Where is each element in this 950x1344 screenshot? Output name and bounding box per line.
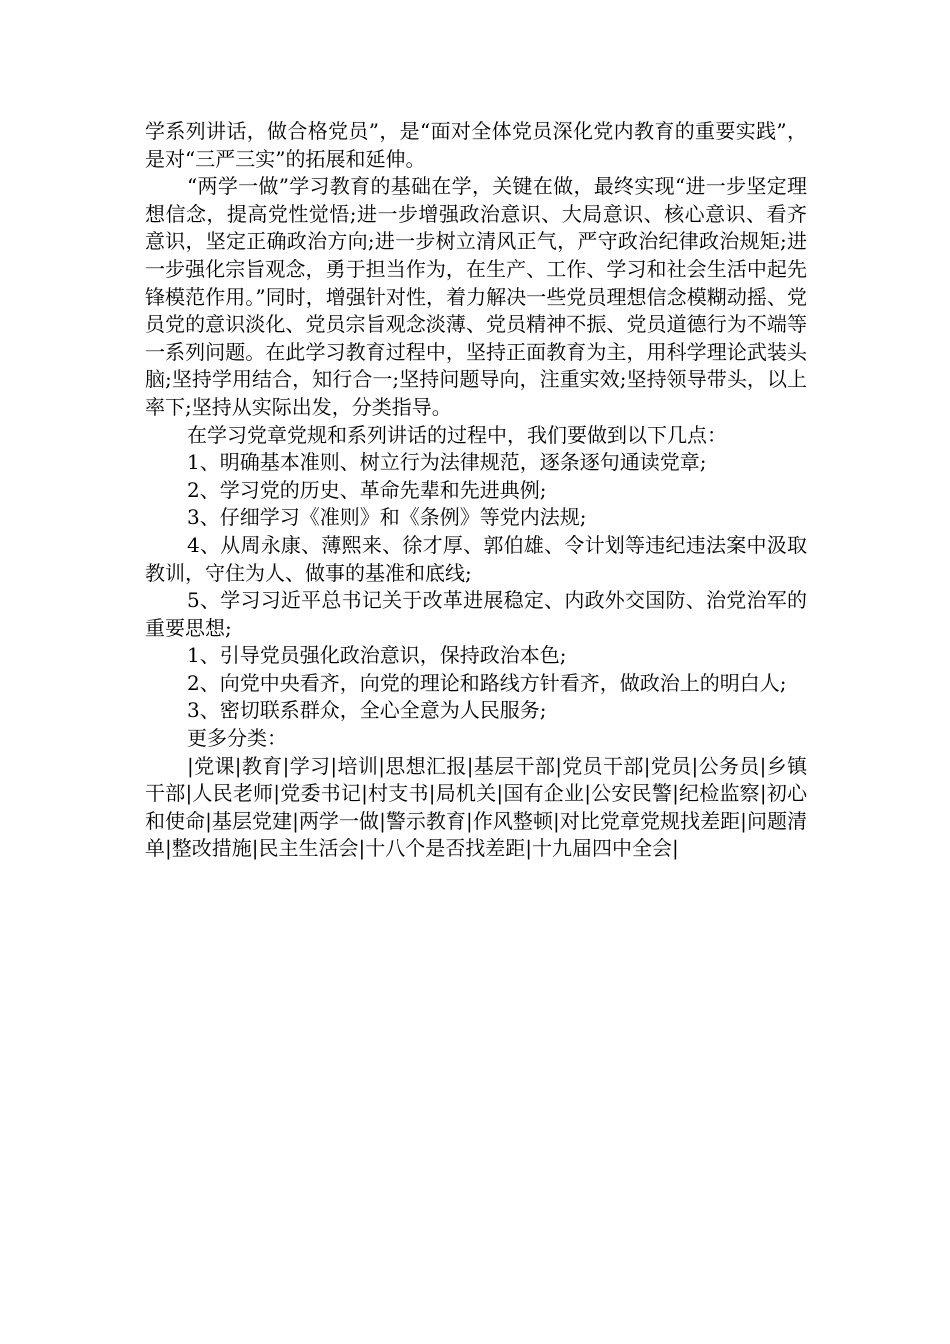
- category-separator: |: [234, 753, 242, 778]
- category-separator: |: [525, 836, 532, 861]
- category-link[interactable]: 村支书: [367, 781, 429, 806]
- list-item: 1、引导党员强化政治意识，保持政治本色;: [187, 643, 567, 668]
- category-link[interactable]: 对比党章党规找差距: [559, 808, 741, 833]
- category-separator: |: [759, 781, 767, 806]
- category-list: [145, 753, 807, 863]
- category-link[interactable]: 党员: [650, 753, 692, 778]
- category-link[interactable]: 人民老师: [192, 781, 274, 806]
- category-link[interactable]: 思想汇报: [384, 753, 467, 778]
- category-separator: |: [185, 781, 193, 806]
- category-link[interactable]: 基层干部: [473, 753, 556, 778]
- list-item: 5、学习习近平总书记关于改革进展稳定、内政外交国防、治党治军的重要思想;: [145, 588, 807, 640]
- category-link[interactable]: 十九届四中全会: [532, 836, 672, 861]
- category-separator: |: [187, 753, 194, 778]
- category-separator: |: [428, 781, 436, 806]
- category-separator: |: [378, 753, 385, 778]
- list-item: 1、明确基本准则、树立行为法律规范，逐条逐句通读党章;: [187, 450, 707, 475]
- list-item: 4、从周永康、薄熙来、徐才厚、郭伯雄、令计划等违纪违法案中汲取教训，守住为人、做事的基准和底线;: [145, 532, 807, 585]
- category-link[interactable]: 基层党建: [211, 808, 293, 833]
- category-link[interactable]: 局机关: [435, 781, 497, 806]
- category-link[interactable]: 国有企业: [503, 781, 585, 806]
- category-link[interactable]: 作风整顿: [472, 808, 553, 833]
- list-item: 2、向党中央看齐，向党的理论和路线方针看齐，做政治上的明白人;: [187, 670, 787, 695]
- category-separator: |: [292, 808, 299, 833]
- category-separator: |: [379, 808, 386, 833]
- category-separator: |: [740, 808, 747, 833]
- category-link[interactable]: 教育: [241, 753, 283, 778]
- category-link[interactable]: 党员干部: [561, 753, 644, 778]
- category-separator: |: [584, 781, 591, 806]
- category-link[interactable]: 公务员: [698, 753, 760, 778]
- paragraph-intro: 学系列讲话，做合格党员”，是“面对全体党员深化党内教育的重要实践”，是对“三严三实”的拓展和延伸。: [145, 119, 807, 171]
- category-separator: |: [691, 753, 699, 778]
- category-separator: |: [165, 836, 172, 861]
- category-separator: |: [553, 808, 560, 833]
- category-separator: |: [643, 753, 651, 778]
- category-separator: |: [672, 836, 679, 861]
- category-separator: |: [282, 753, 290, 778]
- category-link[interactable]: 两学一做: [298, 808, 380, 833]
- category-link[interactable]: 纪检监察: [678, 781, 760, 806]
- category-separator: |: [251, 836, 259, 861]
- category-link[interactable]: 培训: [337, 753, 379, 778]
- category-link[interactable]: 十八个是否找差距: [365, 836, 526, 861]
- category-link[interactable]: 公安民警: [590, 781, 673, 806]
- paragraph-points-intro: 在学习党章党规和系列讲话的过程中，我们要做到以下几点：: [187, 422, 727, 447]
- category-separator: |: [672, 781, 679, 806]
- category-separator: |: [330, 753, 338, 778]
- category-separator: |: [361, 781, 368, 806]
- category-link[interactable]: 初心和使命: [145, 781, 808, 833]
- category-link[interactable]: 问题清单: [145, 808, 808, 861]
- document-body: [145, 118, 807, 863]
- category-separator: |: [496, 781, 504, 806]
- category-link[interactable]: 警示教育: [385, 808, 467, 833]
- category-separator: |: [759, 753, 767, 778]
- category-separator: |: [555, 753, 562, 778]
- category-link[interactable]: 党课: [193, 753, 235, 778]
- category-link[interactable]: 民主生活会: [258, 836, 359, 861]
- category-separator: |: [205, 808, 212, 833]
- paragraph-liangxue-yizuo: “两学一做”学习教育的基础在学，关键在做，最终实现“进一步坚定理想信念，提高党性觉悟;进一步增强政治意识、大局意识、核心意识、看齐意识，坚定正确政治方向;进一步树立清风正气，严守政治纪律政治规矩;进一步强化宗旨观念，勇于担当作为，在生产、工作、学习和社会生活中起先锋模范作用。”同时，增强针对性，着力解决一些党员理想信念模糊动摇、党员党的意识淡化、党员宗旨观念淡薄、党员精神不振、党员道德行为不端等一系列问题。在此学习教育过程中，坚持正面教育为主，用科学理论武装头脑;坚持学用结合，知行合一;坚持问题导向，注重实效;坚持领导带头，以上率下;坚持从实际出发，分类指导。: [145, 174, 807, 419]
- category-link[interactable]: 学习: [289, 753, 331, 778]
- more-categories-heading: 更多分类：: [187, 726, 287, 751]
- category-separator: |: [466, 808, 473, 833]
- category-separator: |: [273, 781, 281, 806]
- category-link[interactable]: 乡镇干部: [145, 753, 808, 806]
- category-separator: |: [358, 836, 366, 861]
- category-link[interactable]: 党委书记: [280, 781, 362, 806]
- list-item: 3、仔细学习《准则》和《条例》等党内法规;: [187, 505, 587, 530]
- list-item: 3、密切联系群众，全心全意为人民服务;: [187, 698, 547, 723]
- category-link[interactable]: 整改措施: [171, 836, 252, 861]
- list-item: 2、学习党的历史、革命先辈和先进典例;: [187, 477, 547, 502]
- category-separator: |: [466, 753, 474, 778]
